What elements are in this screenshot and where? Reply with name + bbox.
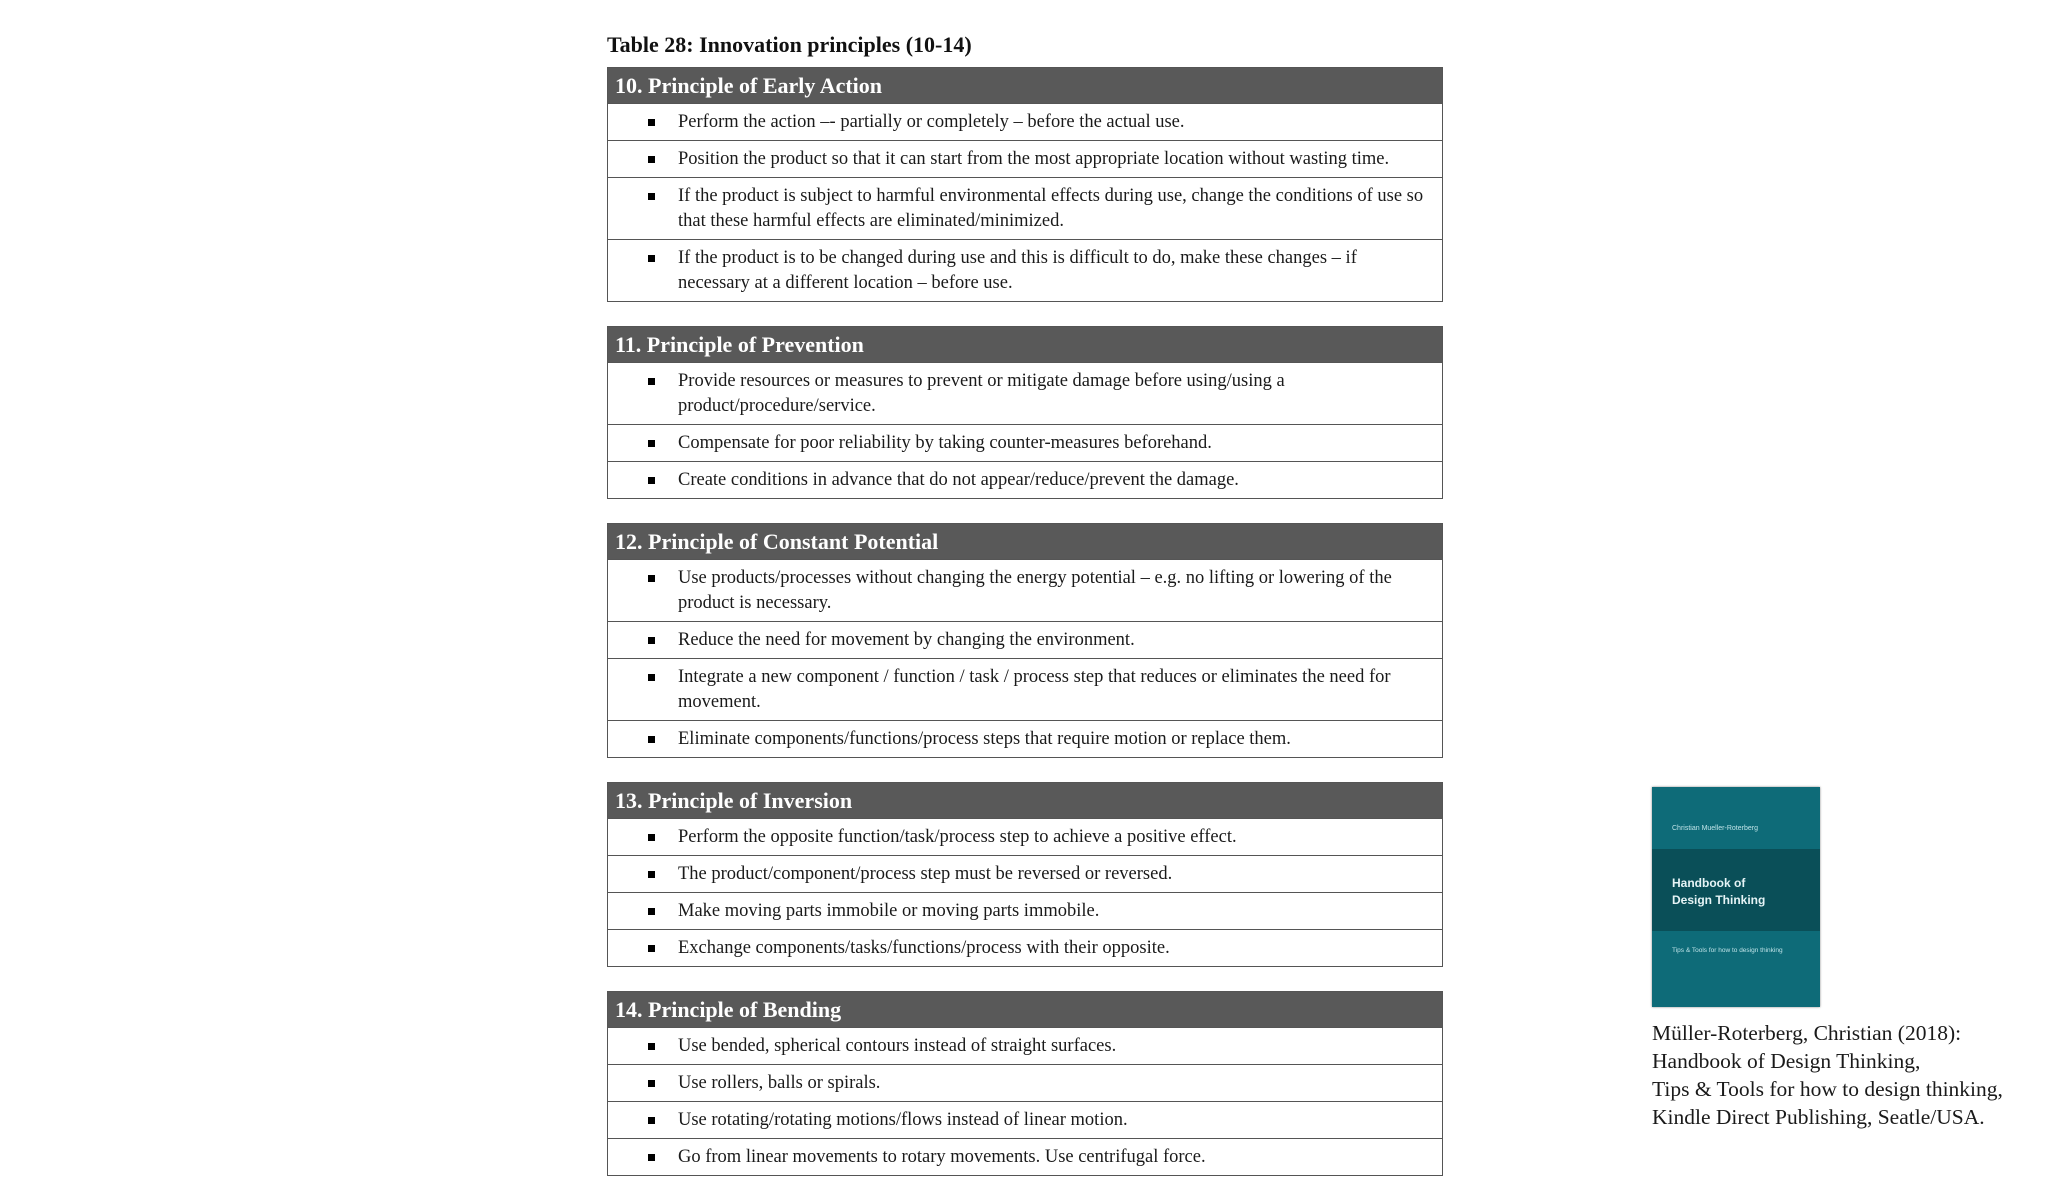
cover-title xyxy=(1672,875,1765,909)
row-text: Exchange components/tasks/functions/process with their opposite. xyxy=(678,938,1170,958)
section-header: 11. Principle of Prevention xyxy=(608,327,1442,362)
row-text: Use bended, spherical contours instead of straight surfaces. xyxy=(678,1036,1117,1056)
principle-section xyxy=(607,991,1443,1176)
principles-table xyxy=(607,67,1443,1176)
section-header: 13. Principle of Inversion xyxy=(608,783,1442,818)
section-header: 14. Principle of Bending xyxy=(608,992,1442,1027)
table-caption: Table 28: Innovation principles (10-14) xyxy=(607,32,972,57)
table-row xyxy=(608,103,1442,140)
table-row xyxy=(608,621,1442,658)
section-header: 12. Principle of Constant Potential xyxy=(608,524,1442,559)
cover-author: Christian Mueller-Roterberg xyxy=(1672,825,1758,832)
table-row xyxy=(608,362,1442,424)
row-text: Use rollers, balls or spirals. xyxy=(678,1073,881,1093)
row-text: Perform the action –- partially or completely – before the actual use. xyxy=(678,112,1185,132)
square-bullet-icon xyxy=(648,871,655,878)
square-bullet-icon xyxy=(648,255,655,262)
principle-section xyxy=(607,523,1443,758)
table-row xyxy=(608,461,1442,498)
table-row xyxy=(608,239,1442,301)
row-text: Integrate a new component / function / task / process step that reduces or eliminates the need for movement. xyxy=(678,667,1391,712)
row-text: If the product is subject to harmful environmental effects during use, change the conditions of use so that these harmful effects are eliminated/minimized. xyxy=(678,186,1424,231)
square-bullet-icon xyxy=(648,1117,655,1124)
principle-section xyxy=(607,326,1443,499)
table-row xyxy=(608,929,1442,966)
table-row xyxy=(608,1101,1442,1138)
row-text: If the product is to be changed during use and this is difficult to do, make these changes – if necessary at a different location – before use. xyxy=(678,248,1357,293)
square-bullet-icon xyxy=(648,119,655,126)
row-text: Make moving parts immobile or moving parts immobile. xyxy=(678,901,1100,921)
citation-block xyxy=(1652,787,2042,1131)
table-row xyxy=(608,892,1442,929)
citation-line: Müller-Roterberg, Christian (2018): xyxy=(1652,1021,1962,1045)
row-text: Provide resources or measures to prevent or mitigate damage before using/using a product/procedure/service. xyxy=(678,371,1285,416)
square-bullet-icon xyxy=(648,674,655,681)
row-text: Create conditions in advance that do not appear/reduce/prevent the damage. xyxy=(678,470,1239,490)
square-bullet-icon xyxy=(648,637,655,644)
row-text: The product/component/process step must be reversed or reversed. xyxy=(678,864,1173,884)
table-row xyxy=(608,559,1442,621)
cover-title-line-2: Design Thinking xyxy=(1672,893,1766,907)
principle-section xyxy=(607,782,1443,967)
square-bullet-icon xyxy=(648,1154,655,1161)
citation-line: Kindle Direct Publishing, Seatle/USA. xyxy=(1652,1105,1985,1129)
citation-text xyxy=(1652,1019,2042,1131)
square-bullet-icon xyxy=(648,378,655,385)
square-bullet-icon xyxy=(648,1043,655,1050)
document-page xyxy=(607,30,1443,1200)
square-bullet-icon xyxy=(648,834,655,841)
square-bullet-icon xyxy=(648,1080,655,1087)
row-text: Perform the opposite function/task/process step to achieve a positive effect. xyxy=(678,827,1237,847)
square-bullet-icon xyxy=(648,477,655,484)
table-row xyxy=(608,855,1442,892)
cover-title-line-1: Handbook of xyxy=(1672,876,1746,890)
table-row xyxy=(608,1138,1442,1175)
cover-subtitle: Tips & Tools for how to design thinking xyxy=(1672,947,1783,954)
row-text: Use products/processes without changing the energy potential – e.g. no lifting or lowering of the product is necessary. xyxy=(678,568,1392,613)
table-row xyxy=(608,1064,1442,1101)
table-row xyxy=(608,658,1442,720)
row-text: Eliminate components/functions/process steps that require motion or replace them. xyxy=(678,729,1291,749)
table-row xyxy=(608,1027,1442,1064)
square-bullet-icon xyxy=(648,156,655,163)
square-bullet-icon xyxy=(648,736,655,743)
principle-section xyxy=(607,67,1443,302)
square-bullet-icon xyxy=(648,193,655,200)
table-row xyxy=(608,720,1442,757)
square-bullet-icon xyxy=(648,908,655,915)
row-text: Reduce the need for movement by changing the environment. xyxy=(678,630,1135,650)
square-bullet-icon xyxy=(648,945,655,952)
section-header: 10. Principle of Early Action xyxy=(608,68,1442,103)
table-row xyxy=(608,818,1442,855)
row-text: Position the product so that it can start from the most appropriate location without wasting time. xyxy=(678,149,1390,169)
row-text: Use rotating/rotating motions/flows instead of linear motion. xyxy=(678,1110,1128,1130)
square-bullet-icon xyxy=(648,575,655,582)
table-row xyxy=(608,424,1442,461)
citation-line: Handbook of Design Thinking, xyxy=(1652,1049,1921,1073)
square-bullet-icon xyxy=(648,440,655,447)
table-row xyxy=(608,140,1442,177)
row-text: Go from linear movements to rotary movements. Use centrifugal force. xyxy=(678,1147,1206,1167)
book-cover-image xyxy=(1652,787,1820,1007)
table-row xyxy=(608,177,1442,239)
citation-line: Tips & Tools for how to design thinking, xyxy=(1652,1077,2003,1101)
row-text: Compensate for poor reliability by taking counter-measures beforehand. xyxy=(678,433,1212,453)
